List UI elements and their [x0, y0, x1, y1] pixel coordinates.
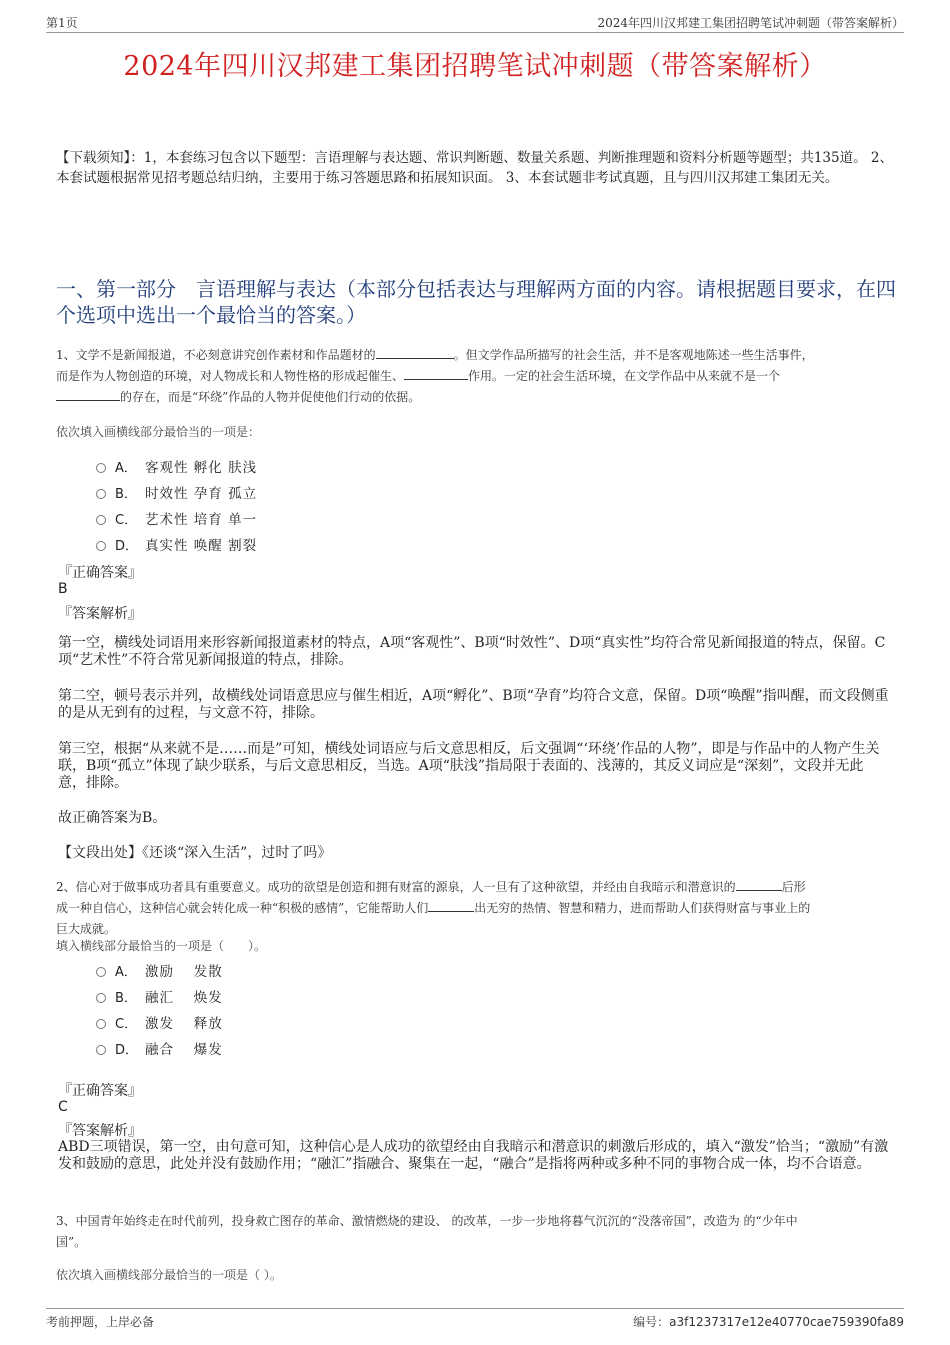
header-divider [46, 32, 904, 33]
q1-answer-label: 『正确答案』 [58, 565, 142, 581]
q1-analysis-label: 『答案解析』 [58, 606, 142, 622]
q1-prompt: 依次填入画横线部分最恰当的一项是： [56, 425, 261, 439]
section-heading: 一、第一部分 言语理解与表达（本部分包括表达与理解两方面的内容。请根据题目要求，在四个选项中选出一个最恰当的答案。） [56, 277, 896, 327]
q2-blank-2 [428, 899, 474, 912]
radio-icon[interactable] [96, 1019, 106, 1029]
footer-divider [46, 1308, 904, 1309]
q2-line-1: 2、信心对于做事成功者具有重要意义。成功的欲望是创造和拥有财富的源泉，人一旦有了这种欲望，并经由自我暗示和潜意识的 后形 [56, 880, 806, 894]
radio-icon[interactable] [96, 541, 106, 551]
q2-prompt: 填入横线部分最恰当的一项是（ ）。 [56, 939, 267, 953]
q2-line-3: 巨大成就。 [56, 922, 117, 936]
q1-option-b[interactable]: B． 时效性 孕育 孤立 [96, 479, 257, 505]
q2-options [96, 957, 223, 1061]
q1-blank-1 [376, 346, 454, 359]
q1-option-d[interactable]: D． 真实性 唤醒 割裂 [96, 531, 257, 557]
download-notice: 【下载须知】：1，本套练习包含以下题型：言语理解与表达题、常识判断题、数量关系题、判断推理题和资料分析题等题型；共135道。 2、本套试题根据常见招考题总结归纳，主要用于练习答题思路和拓展知识面。 3、本套试题非考试真题，且与四川汉邦建工集团无关。 [56, 150, 893, 186]
q2-answer-label: 『正确答案』 [58, 1083, 142, 1099]
q2-option-b[interactable]: B． 融汇 焕发 [96, 983, 223, 1009]
q1-options [96, 453, 257, 557]
q2-option-c[interactable]: C． 激发 释放 [96, 1009, 223, 1035]
q2-analysis-p1: ABD三项错误，第一空，由句意可知，这种信心是人成功的欲望经由自我暗示和潜意识的刺激后形成的，填入“激发”恰当；“激励”有激发和鼓励的意思，此处并没有鼓励作用；“融汇”指融合、聚集在一起，“融合”是指将两种或多种不同的事物合成一体，均不合语意。 [58, 1139, 889, 1172]
q2-analysis-label: 『答案解析』 [58, 1123, 142, 1139]
q1-source: 【文段出处】《还谈“深入生活”，过时了吗》 [58, 845, 332, 861]
radio-icon[interactable] [96, 967, 106, 977]
q2-option-d[interactable]: D． 融合 爆发 [96, 1035, 223, 1061]
page-number: 第1页 [46, 16, 78, 30]
q1-answer: B [58, 581, 68, 597]
q1-option-c[interactable]: C． 艺术性 培育 单一 [96, 505, 257, 531]
q2-line-2: 成一种自信心，这种信心就会转化成一种“积极的感情”，它能帮助人们 出无穷的热情、智慧和精力，进而帮助人们获得财富与事业上的 [56, 901, 811, 915]
radio-icon[interactable] [96, 515, 106, 525]
q2-option-a[interactable]: A． 激励 发散 [96, 957, 223, 983]
q2-blank-1 [736, 878, 782, 891]
radio-icon[interactable] [96, 993, 106, 1003]
q1-line-1: 1、文学不是新闻报道，不必刻意讲究创作素材和作品题材的 。但文学作品所描写的社会生活，并不是客观地陈述一些生活事件， [56, 348, 814, 362]
header-doc-title: 2024年四川汉邦建工集团招聘笔试冲刺题（带答案解析） [597, 16, 904, 30]
q1-analysis-p3: 第三空，根据“从来就不是……而是”可知，横线处词语应与后文意思相反，后文强调“‘环绕’作品的人物”，即是与作品中的人物产生关联，B项“孤立”体现了缺少联系，与后文意思相反，当选。A项“肤浅”指局限于表面的、浅薄的，其反义词应是“深刻”，文段并无此意，排除。 [58, 741, 880, 791]
q3-line-2: 国”。 [56, 1235, 87, 1249]
q1-analysis-p1: 第一空，横线处词语用来形容新闻报道素材的特点，A项“客观性”、B项“时效性”、D项“真实性”均符合常见新闻报道的特点，保留。C项“艺术性”不符合常见新闻报道的特点，排除。 [58, 635, 886, 668]
question-2-stem [56, 877, 901, 940]
footer-document-id: 编号：a3f1237317e12e40770cae759390fa89 [633, 1315, 904, 1329]
footer-slogan: 考前押题，上岸必备 [46, 1315, 155, 1329]
q1-line-2: 而是作为人物创造的环境，对人物成长和人物性格的形成起催生、 作用。一定的社会生活环境，在文学作品中从来就不是一个 [56, 369, 781, 383]
q1-line-3: 的存在，而是“环绕”作品的人物并促使他们行动的依据。 [56, 387, 896, 408]
q1-blank-3 [56, 388, 120, 401]
question-1-stem [56, 345, 896, 408]
radio-icon[interactable] [96, 463, 106, 473]
q1-option-a[interactable]: A． 客观性 孵化 肤浅 [96, 453, 257, 479]
q1-analysis-conclusion: 故正确答案为B。 [58, 810, 167, 826]
question-3-stem [56, 1211, 896, 1253]
radio-icon[interactable] [96, 489, 106, 499]
radio-icon[interactable] [96, 1045, 106, 1055]
q1-blank-2 [404, 367, 468, 380]
document-title: 2024年四川汉邦建工集团招聘笔试冲刺题（带答案解析） [123, 51, 827, 82]
q1-analysis-p2: 第二空，顿号表示并列，故横线处词语意思应与催生相近，A项“孵化”、B项“孕育”均符合文意，保留。D项“唤醒”指叫醒，而文段侧重的是从无到有的过程，与文意不符，排除。 [58, 688, 889, 721]
q3-prompt: 依次填入画横线部分最恰当的一项是（ ）。 [56, 1268, 282, 1282]
q3-line-1: 3、中国青年始终走在时代前列，投身救亡图存的革命、激情燃烧的建设、 的改革，一步一步地将暮气沉沉的“没落帝国”，改造为 的“少年中 [56, 1214, 798, 1228]
q2-answer: C [58, 1099, 68, 1115]
